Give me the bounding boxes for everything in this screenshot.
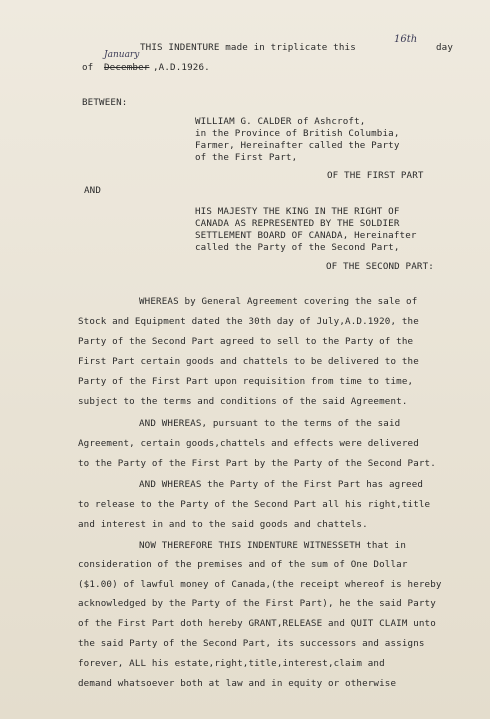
party1-line: WILLIAM G. CALDER of Ashcroft, [195,116,366,127]
body-line: AND WHEREAS the Party of the First Part has agreed [139,479,424,490]
body-line: of the First Part doth hereby GRANT,RELEASE and QUIT CLAIM unto [78,618,436,629]
struck-month: December [104,62,150,73]
body-line: AND WHEREAS, pursuant to the terms of the said [139,418,401,429]
between-label: BETWEEN: [82,97,128,108]
body-line: acknowledged by the Party of the First Part), he the said Party [78,598,436,609]
party2-line: HIS MAJESTY THE KING IN THE RIGHT OF [195,206,400,217]
body-line: to release to the Party of the Second Part all his right,title [78,499,431,510]
day-label: day [436,42,454,53]
body-line: to the Party of the First Part by the Party of the Second Part. [78,458,436,469]
indenture-intro: THIS INDENTURE made in triplicate this [140,42,356,53]
party1-line: Farmer, Hereinafter called the Party [195,140,400,151]
party2-line: SETTLEMENT BOARD OF CANADA, Hereinafter [195,230,417,241]
handwritten-day: 16th [394,34,418,45]
party1-line: in the Province of British Columbia, [195,128,400,139]
party2-designation: OF THE SECOND PART: [326,261,434,272]
body-line: subject to the terms and conditions of the said Agreement. [78,396,408,407]
body-line: consideration of the premises and of the sum of One Dollar [78,559,408,570]
body-line: forever, ALL his estate,right,title,interest,claim and [78,658,385,669]
body-line: and interest in and to the said goods and chattels. [78,519,368,530]
body-line: Agreement, certain goods,chattels and effects were delivered [78,438,419,449]
year-text: ,A.D.1926. [153,62,210,73]
body-line: Party of the Second Part agreed to sell to the Party of the [78,336,414,347]
and-label: AND [84,185,102,196]
party1-line: of the First Part, [195,152,298,163]
party2-line: CANADA AS REPRESENTED BY THE SOLDIER [195,218,400,229]
body-line: WHEREAS by General Agreement covering the sale of [139,296,418,307]
of-label: of [82,62,94,73]
party2-line: called the Party of the Second Part, [195,242,400,253]
body-line: Party of the First Part upon requisition from time to time, [78,376,414,387]
body-line: ($1.00) of lawful money of Canada,(the receipt whereof is hereby [78,579,442,590]
body-line: First Part certain goods and chattels to be delivered to the [78,356,419,367]
body-line: Stock and Equipment dated the 30th day of July,A.D.1920, the [78,316,419,327]
party1-designation: OF THE FIRST PART [327,170,424,181]
body-line: the said Party of the Second Part, its successors and assigns [78,638,425,649]
body-line: NOW THEREFORE THIS INDENTURE WITNESSETH that in [139,540,407,551]
body-line: demand whatsoever both at law and in equity or otherwise [78,678,397,689]
handwritten-month: January [104,50,140,60]
